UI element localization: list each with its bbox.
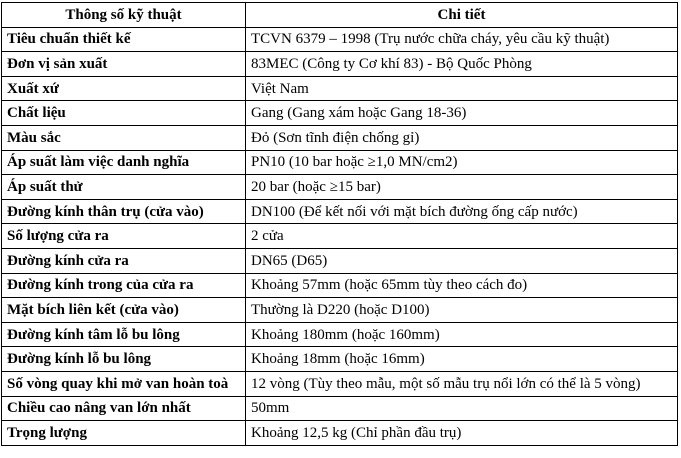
detail-cell: 83MEC (Công ty Cơ khí 83) - Bộ Quốc Phòng [246,52,678,77]
table-row [2,273,678,298]
parameter-cell: Đường kính tâm lỗ bu lông [2,322,246,347]
detail-cell: Thường là D220 (hoặc D100) [246,298,678,323]
table-row [2,175,678,200]
parameter-cell: Mặt bích liên kết (cửa vào) [2,298,246,323]
parameter-cell: Trọng lượng [2,421,246,446]
parameter-cell: Tiêu chuẩn thiết kế [2,27,246,52]
detail-cell: DN65 (D65) [246,248,678,273]
detail-cell: Việt Nam [246,76,678,101]
detail-cell: DN100 (Để kết nối với mặt bích đường ống cấp nước) [246,199,678,224]
detail-cell: TCVN 6379 – 1998 (Trụ nước chữa cháy, yêu cầu kỹ thuật) [246,27,678,52]
table-row [2,27,678,52]
table-row [2,421,678,446]
parameter-cell: Đường kính thân trụ (cửa vào) [2,199,246,224]
detail-cell: Khoảng 12,5 kg (Chỉ phần đầu trụ) [246,421,678,446]
parameter-cell: Áp suất làm việc danh nghĩa [2,150,246,175]
detail-cell: Khoảng 18mm (hoặc 16mm) [246,347,678,372]
parameter-cell: Đường kính cửa ra [2,248,246,273]
table-body [2,27,678,445]
parameter-cell: Số lượng cửa ra [2,224,246,249]
table-row [2,224,678,249]
parameter-cell: Chất liệu [2,101,246,126]
table-row [2,101,678,126]
table-row [2,52,678,77]
table-row [2,76,678,101]
parameter-cell: Chiều cao nâng van lớn nhất [2,396,246,421]
detail-cell: Khoảng 180mm (hoặc 160mm) [246,322,678,347]
detail-cell: Đỏ (Sơn tĩnh điện chống gỉ) [246,125,678,150]
detail-cell: 12 vòng (Tùy theo mẫu, một số mẫu trụ nổi lớn có thể là 5 vòng) [246,371,678,396]
detail-cell: Gang (Gang xám hoặc Gang 18-36) [246,101,678,126]
table-row [2,396,678,421]
detail-cell: 20 bar (hoặc ≥15 bar) [246,175,678,200]
parameter-cell: Áp suất thử [2,175,246,200]
parameter-cell: Xuất xứ [2,76,246,101]
parameter-cell: Màu sắc [2,125,246,150]
parameter-cell: Đường kính trong của cửa ra [2,273,246,298]
header-detail: Chi tiết [246,3,678,28]
table-row [2,298,678,323]
header-parameter: Thông số kỹ thuật [2,3,246,28]
parameter-cell: Đường kính lỗ bu lông [2,347,246,372]
parameter-cell: Đơn vị sản xuất [2,52,246,77]
table-row [2,371,678,396]
detail-cell: Khoảng 57mm (hoặc 65mm tùy theo cách đo) [246,273,678,298]
table-row [2,199,678,224]
detail-cell: 50mm [246,396,678,421]
detail-cell: PN10 (10 bar hoặc ≥1,0 MN/cm2) [246,150,678,175]
specifications-table [1,2,678,446]
table-row [2,347,678,372]
parameter-cell: Số vòng quay khi mở van hoàn toà [2,371,246,396]
detail-cell: 2 cửa [246,224,678,249]
table-row [2,248,678,273]
table-row [2,150,678,175]
table-row [2,322,678,347]
table-row [2,125,678,150]
table-header-row [2,3,678,28]
